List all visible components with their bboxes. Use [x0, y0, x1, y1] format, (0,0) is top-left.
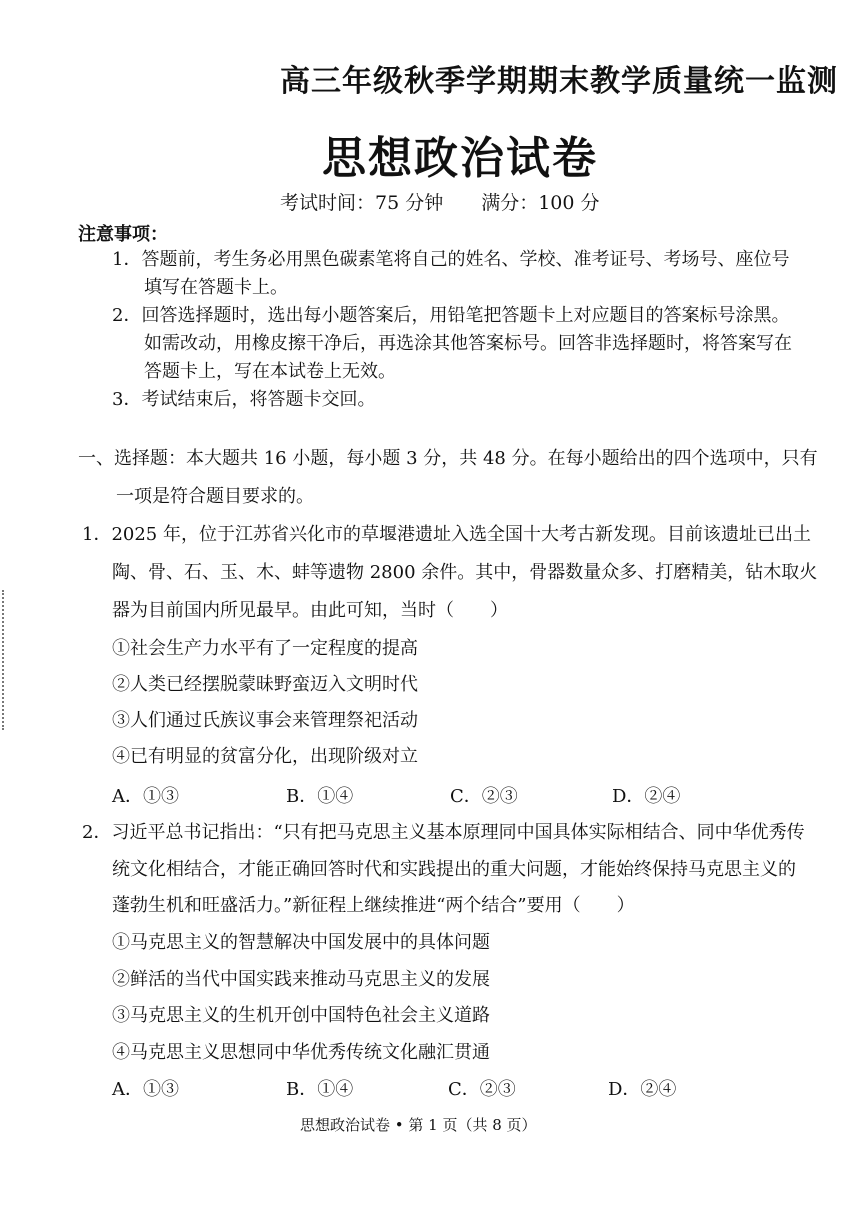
answer-choice-b: B．①④ [286, 1079, 354, 1100]
question-stem-line: 器为目前国内所见最早。由此可知，当时（ ） [112, 600, 508, 621]
statement-option: ②鲜活的当代中国实践来推动马克思主义的发展 [112, 969, 490, 990]
statement-option: ①社会生产力水平有了一定程度的提高 [112, 638, 418, 659]
question-stem-line: 2．习近平总书记指出：“只有把马克思主义基本原理同中国具体实际相结合、同中华优秀传 [82, 822, 805, 843]
statement-option: ③人们通过氏族议事会来管理祭祀活动 [112, 710, 418, 731]
question-stem-line: 统文化相结合，才能正确回答时代和实践提出的重大问题，才能始终保持马克思主义的 [112, 859, 796, 880]
answer-choice-c: C．②③ [450, 786, 518, 807]
notice-item: 填写在答题卡上。 [144, 277, 288, 298]
binding-margin-dots [2, 590, 12, 730]
question-stem-line: 1．2025 年，位于江苏省兴化市的草堰港遗址入选全国十大考古新发现。目前该遗址已出土 [82, 524, 811, 545]
notice-item: 答题卡上，写在本试卷上无效。 [144, 361, 396, 382]
answer-choice-d: D．②④ [608, 1079, 677, 1100]
statement-option: ④马克思主义思想同中华优秀传统文化融汇贯通 [112, 1042, 490, 1063]
answer-choice-a: A．①③ [112, 786, 179, 807]
notice-item: 1．答题前，考生务必用黑色碳素笔将自己的姓名、学校、准考证号、考场号、座位号 [112, 249, 790, 270]
notice-title: 注意事项： [78, 224, 168, 245]
statement-option: ②人类已经摆脱蒙昧野蛮迈入文明时代 [112, 674, 418, 695]
answer-choice-c: C．②③ [448, 1079, 516, 1100]
paper-title: 思想政治试卷 [322, 133, 598, 184]
answer-choice-b: B．①④ [286, 786, 354, 807]
question-stem-line: 蓬勃生机和旺盛活力。”新征程上继续推进“两个结合”要用（ ） [112, 895, 635, 916]
question-stem-line: 陶、骨、石、玉、木、蚌等遗物 2800 余件。其中，骨器数量众多、打磨精美，钻木取火 [112, 562, 818, 583]
section-heading: 一、选择题：本大题共 16 小题，每小题 3 分，共 48 分。在每小题给出的四个选项中，只有 [78, 448, 818, 469]
notice-item: 如需改动，用橡皮擦干净后，再选涂其他答案标号。回答非选择题时，将答案写在 [144, 333, 792, 354]
notice-item: 2．回答选择题时，选出每小题答案后，用铅笔把答题卡上对应题目的答案标号涂黑。 [112, 305, 790, 326]
exam-info: 考试时间：75 分钟 满分：100 分 [280, 192, 600, 214]
statement-option: ③马克思主义的生机开创中国特色社会主义道路 [112, 1005, 490, 1026]
answer-choice-a: A．①③ [112, 1079, 179, 1100]
statement-option: ①马克思主义的智慧解决中国发展中的具体问题 [112, 932, 490, 953]
statement-option: ④已有明显的贫富分化，出现阶级对立 [112, 746, 418, 767]
notice-item: 3．考试结束后，将答题卡交回。 [112, 389, 376, 410]
section-heading-cont: 一项是符合题目要求的。 [116, 486, 314, 507]
page-footer: 思想政治试卷 • 第 1 页（共 8 页） [300, 1116, 537, 1134]
answer-choice-d: D．②④ [612, 786, 681, 807]
exam-main-title: 高三年级秋季学期期末教学质量统一监测 [280, 64, 838, 99]
